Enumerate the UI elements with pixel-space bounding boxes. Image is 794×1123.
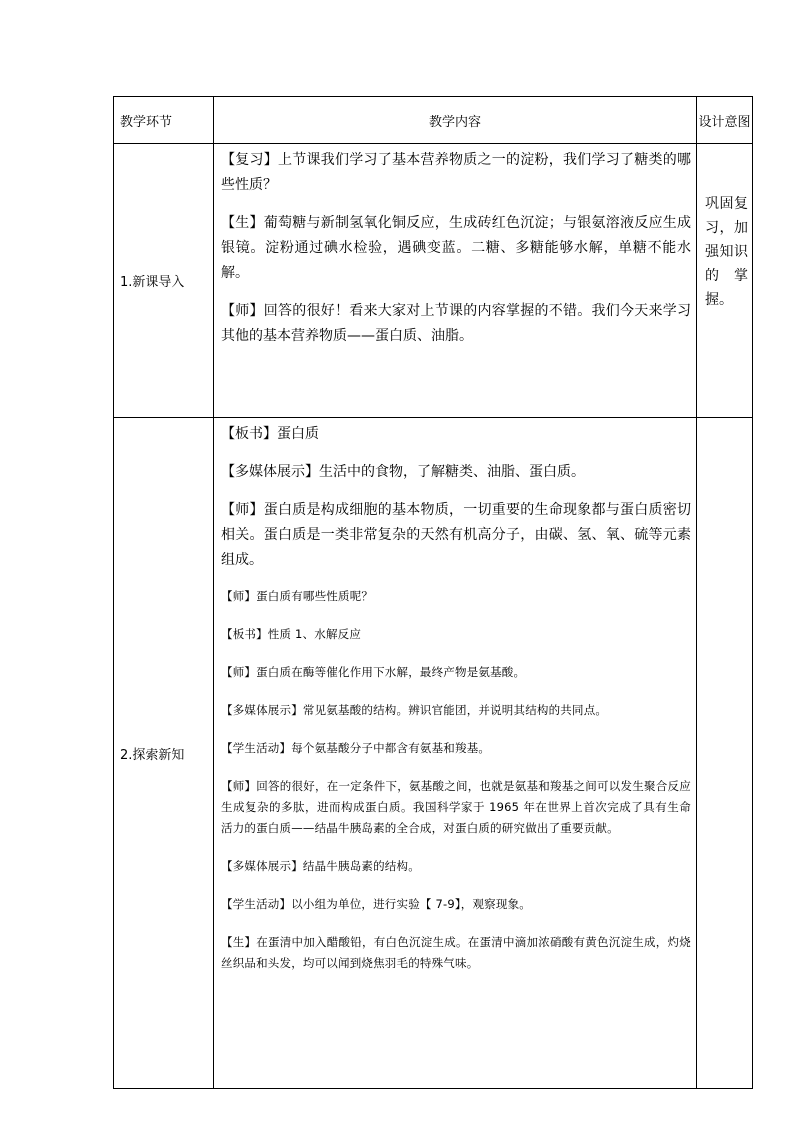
header-row [114, 97, 753, 144]
content-cell [214, 144, 697, 418]
content-paragraph: 【师】蛋白质有哪些性质呢？ [221, 589, 374, 603]
content-paragraph: 【板书】蛋白质 [221, 426, 319, 442]
intent-cell: 巩固复习，加强知识的掌握。 [697, 144, 753, 418]
intent-cell [697, 418, 753, 1089]
content-paragraph: 【生】葡萄糖与新制氢氧化铜反应，生成砖红色沉淀；与银氨溶液反应生成银镜。淀粉通过碘水检验，遇碘变蓝。二糖、多糖能够水解，单糖不能水解。 [221, 215, 691, 281]
content-paragraph: 【师】蛋白质在酶等催化作用下水解，最终产物是氨基酸。 [221, 665, 526, 679]
stage-cell: 1.新课导入 [114, 144, 214, 418]
header-intent: 设计意图 [697, 97, 753, 144]
content-paragraph: 【师】回答的很好！看来大家对上节课的内容掌握的不错。我们今天来学习其他的基本营养物质——蛋白质、油脂。 [221, 303, 691, 344]
stage-cell: 2.探索新知 [114, 418, 214, 1089]
header-stage: 教学环节 [114, 97, 214, 144]
content-cell [214, 418, 697, 1089]
content-paragraph: 【学生活动】每个氨基酸分子中都含有氨基和羧基。 [221, 741, 491, 755]
content-paragraph: 【师】回答的很好，在一定条件下，氨基酸之间，也就是氨基和羧基之间可以发生聚合反应生成复杂的多肽，进而构成蛋白质。我国科学家于 1965 年在世界上首次完成了具有生命活力的蛋白质——结晶牛胰岛素的全合成，对蛋白质的研究做出了重要贡献。 [221, 779, 691, 835]
content-paragraph: 【板书】性质 1、水解反应 [221, 627, 362, 641]
content-paragraph: 【生】在蛋清中加入醋酸铅，有白色沉淀生成。在蛋清中滴加浓硝酸有黄色沉淀生成，灼烧丝织品和头发，均可以闻到烧焦羽毛的特殊气味。 [221, 935, 691, 970]
table-row [114, 418, 753, 1089]
content-paragraph: 【多媒体展示】生活中的食物，了解糖类、油脂、蛋白质。 [221, 464, 585, 480]
content-paragraph: 【复习】上节课我们学习了基本营养物质之一的淀粉，我们学习了糖类的哪些性质？ [221, 152, 691, 193]
content-paragraph: 【多媒体展示】常见氨基酸的结构。辨识官能团，并说明其结构的共同点。 [221, 703, 608, 717]
table-row [114, 144, 753, 418]
content-paragraph: 【多媒体展示】结晶牛胰岛素的结构。 [221, 859, 420, 873]
content-paragraph: 【学生活动】以小组为单位，进行实验【 7-9】，观察现象。 [221, 897, 531, 911]
content-paragraph: 【师】蛋白质是构成细胞的基本物质，一切重要的生命现象都与蛋白质密切相关。蛋白质是一类非常复杂的天然有机高分子，由碳、氢、氧、硫等元素组成。 [221, 502, 691, 568]
lesson-plan-table [113, 96, 753, 1089]
header-content: 教学内容 [214, 97, 697, 144]
